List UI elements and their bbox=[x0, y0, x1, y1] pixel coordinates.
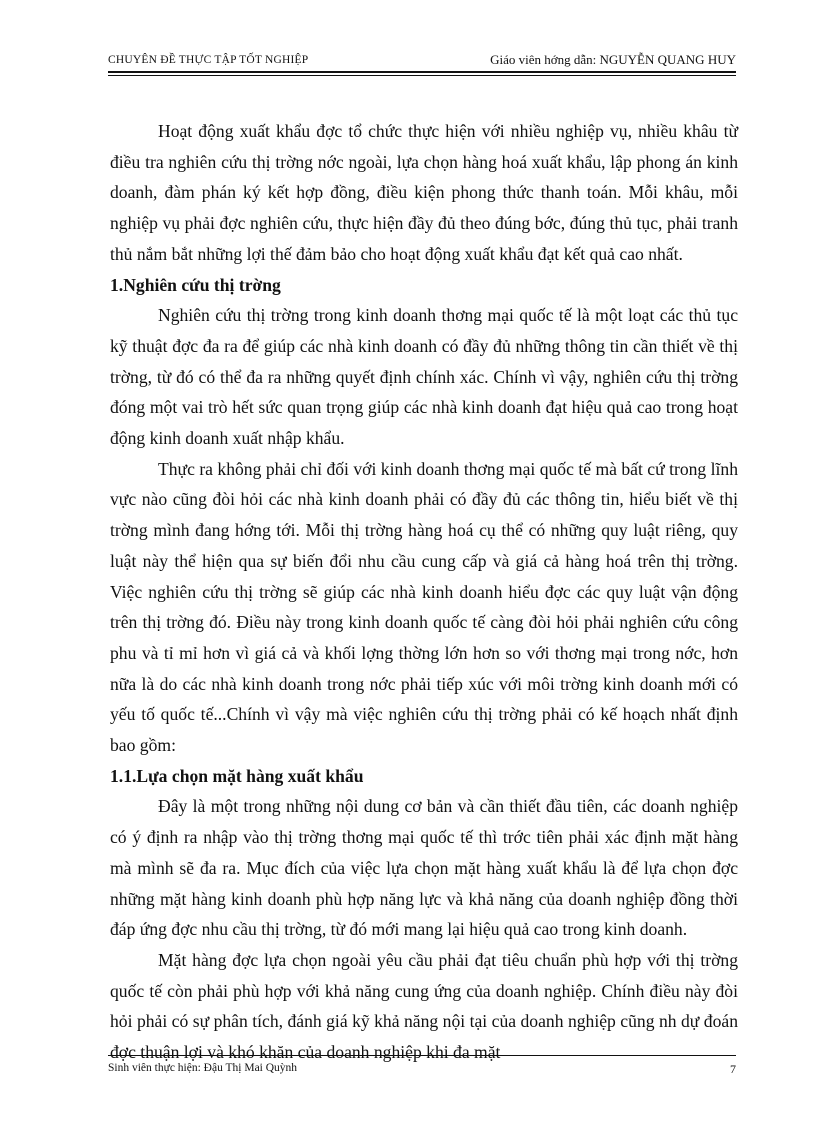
header-rule-thin bbox=[108, 75, 736, 76]
paragraph: Đây là một trong những nội dung cơ bản và cần thiết đầu tiên, các doanh nghiệp có ý định ra nhập vào thị trờng thơng mại quốc tế thì trớc tiên phải xác định mặt hàng mà mình sẽ đa ra. Mục đích của việc lựa chọn mặt hàng xuất khẩu là để lựa chọn đợc những mặt hàng kinh doanh phù hợp năng lực và khả năng của doanh nghiệp đồng thời đáp ứng đợc nhu cầu thị trờng, từ đó mới mang lại hiệu quả cao trong kinh doanh. bbox=[110, 796, 738, 940]
header-title: CHUYÊN ĐỀ THỰC TẬP TỐT NGHIỆP bbox=[108, 54, 309, 66]
subsection-heading: 1.1.Lựa chọn mặt hàng xuất khẩu bbox=[110, 765, 364, 786]
page-header bbox=[108, 52, 736, 72]
paragraph: Hoạt động xuất khẩu đợc tổ chức thực hiện với nhiều nghiệp vụ, nhiều khâu từ điều tra nghiên cứu thị trờng nớc ngoài, lựa chọn hàng hoá xuất khẩu, lập phong án kinh doanh, đàm phán ký kết hợp đồng, điều kiện phong thức thanh toán. Mỗi khâu, mỗi nghiệp vụ phải đợc nghiên cứu, thực hiện đầy đủ theo đúng bớc, đúng thủ tục, phải tranh thủ nắm bắt những lợi thế đảm bảo cho hoạt động xuất khẩu đạt kết quả cao nhất. bbox=[110, 121, 738, 264]
footer-rule bbox=[108, 1055, 736, 1056]
section-heading: 1.Nghiên cứu thị trờng bbox=[110, 274, 281, 295]
footer-author: Sinh viên thực hiện: Đậu Thị Mai Quỳnh bbox=[108, 1062, 298, 1074]
paragraph: Mặt hàng đợc lựa chọn ngoài yêu cầu phải đạt tiêu chuẩn phù hợp với thị trờng quốc tế còn phải phù hợp với khả năng cung ứng của doanh nghiệp. Chính điều này đòi hỏi phải có sự phân tích, đánh giá kỹ khả năng nội tại của doanh nghiệp cũng nh dự đoán đợc thuận lợi và khó khăn của doanh nghiệp khi đa mặt bbox=[110, 949, 738, 1063]
header-advisor: Giáo viên hớng dẫn: NGUYỄN QUANG HUY bbox=[490, 52, 736, 67]
document-body bbox=[110, 116, 738, 1068]
page-number: 7 bbox=[730, 1062, 736, 1076]
header-rule-thick bbox=[108, 71, 736, 73]
paragraph: Nghiên cứu thị trờng trong kinh doanh thơng mại quốc tế là một loạt các thủ tục kỹ thuật đợc đa ra để giúp các nhà kinh doanh có đầy đủ những thông tin cần thiết về thị trờng, từ đó có thể đa ra những quyết định chính xác. Chính vì vậy, nghiên cứu thị trờng đóng một vai trò hết sức quan trọng giúp các nhà kinh doanh đạt hiệu quả cao trong hoạt động kinh doanh xuất nhập khẩu. bbox=[110, 305, 738, 449]
paragraph: Thực ra không phải chỉ đối với kinh doanh thơng mại quốc tế mà bất cứ trong lĩnh vực nào cũng đòi hỏi các nhà kinh doanh phải có đầy đủ các thông tin, hiểu biết về thị trờng mình đang hớng tới. Mỗi thị trờng hàng hoá cụ thể có những quy luật riêng, quy luật này thể hiện qua sự biến đổi nhu cầu cung cấp và giá cả hàng hoá trên thị trờng. Việc nghiên cứu thị trờng sẽ giúp các nhà kinh doanh hiểu đợc các quy luật vận động trên thị trờng đó. Điều này trong kinh doanh quốc tế càng đòi hỏi phải nghiên cứu công phu và tỉ mỉ hơn vì giá cả và khối lợng thờng lớn hơn so với thơng mại trong nớc, hơn nữa là do các nhà kinh doanh trong nớc phải tiếp xúc với môi trờng kinh doanh mới có yếu tố quốc tế...Chính vì vậy mà việc nghiên cứu thị trờng phải có kế hoạch nhất định bao gồm: bbox=[110, 458, 738, 756]
